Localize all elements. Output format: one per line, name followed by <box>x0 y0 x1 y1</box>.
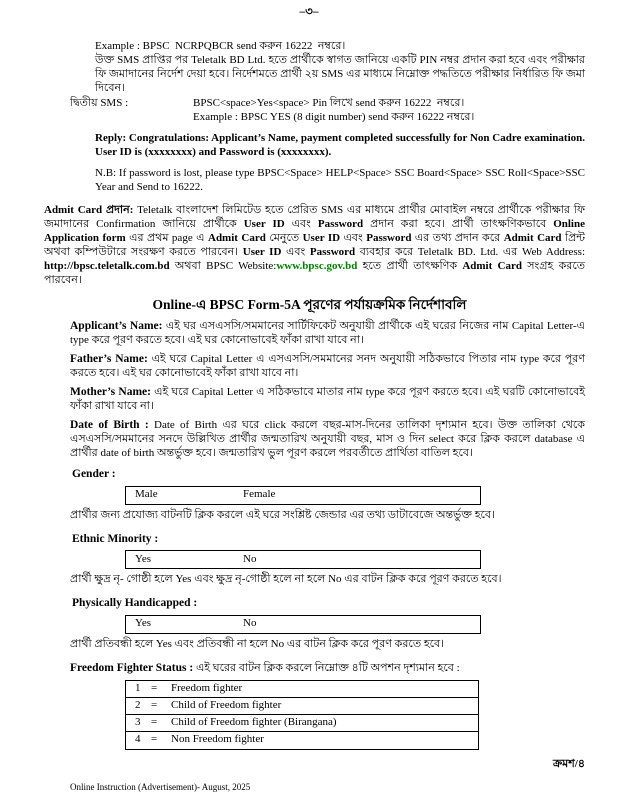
nb-paragraph: N.B: If password is lost, please type BPSC<Space> HELP<Space> SSC Board<Space> SSC Roll<Space>SSC Year and Send to 16222. <box>95 167 585 194</box>
table-row <box>126 732 478 749</box>
gender-option-male: Male <box>135 488 158 501</box>
applicant-name-label: Applicant’s Name: <box>70 320 163 333</box>
date-of-birth-text: Date of Birth এর ঘরে click করলে বছর-মাস-দিনের তালিকা দৃশ্যমান হবে। উক্ত তালিকা থেকে এসএসসি/সমমানের সনদে উল্লিখিত প্রার্থীর জন্মতারিখ অনুযায়ী বছর, মাস ও দিন select করে ক্লিক করলে database এ প্রার্থীর date of birth অন্তর্ভুক্ত হবে। জন্মতারিখ ভুল পূরণ করলে পরবর্তীতে প্রার্থিতা বাতিল হবে। <box>70 419 585 459</box>
text-run: মেনুতে <box>265 232 303 245</box>
admit-card-lead: Admit Card প্রদান: <box>44 204 134 217</box>
second-sms-format: BPSC<space>Yes<space> Pin লিখে send করুন 16222 নম্বরে। <box>193 97 465 110</box>
admit-card-text: Admit Card <box>503 232 562 245</box>
user-id-text: User ID <box>243 218 285 231</box>
gender-field-block <box>70 467 585 523</box>
text-run: Teletalk বাংলাদেশ লিমিটেড হতে প্রেরিত SMS এর মাধ্যমে প্রার্থীর মোবাইল নম্বরে প্রার্থীকে পরীক্ষার ফি জমাদানের Confirmation জানিয়ে প্রার্থীকে <box>44 204 585 231</box>
text-run: এবং <box>284 218 318 231</box>
ethnic-option-no: No <box>243 552 257 565</box>
admit-card-paragraph <box>44 204 585 288</box>
equals-sign: = <box>151 698 158 711</box>
bpsc-website-link[interactable]: www.bpsc.gov.bd <box>276 260 358 273</box>
option-number: 3 <box>135 715 141 728</box>
page-number: –৩– <box>299 6 319 18</box>
text-run: হতে প্রার্থী তাৎক্ষণিক <box>357 260 463 273</box>
text-run: এর তথ্য প্রদান করে <box>411 232 504 245</box>
option-label: Child of Freedom fighter <box>171 698 282 711</box>
physically-handicapped-label: Physically Handicapped : <box>72 597 198 610</box>
second-sms-lines <box>193 97 585 125</box>
date-of-birth-label: Date of Birth : <box>70 419 149 432</box>
instruction-father-name <box>70 352 585 381</box>
freedom-fighter-options-table <box>125 680 479 750</box>
physically-handicapped-field-block <box>70 596 585 652</box>
password-text: Password <box>309 246 356 259</box>
text-run: প্রিন্ট অথবা কম্পিউটারে সংরক্ষণ করতে পারবেন। <box>44 232 586 259</box>
mother-name-label: Mother’s Name: <box>70 386 151 399</box>
section-heading: Online-এ BPSC Form-5A পূরণের পর্যায়ক্রমিক নির্দেশাবলি <box>152 297 467 313</box>
sms-pin-paragraph: উক্ত SMS প্রাপ্তির পর Teletalk BD Ltd. হতে প্রার্থীকে স্বাগত জানিয়ে একটি PIN নম্বর প্রদান করা হবে এবং পরীক্ষার ফি জমাদানের নির্দেশ দেয়া হবে। নির্দেশমতে প্রার্থী ২য় SMS এর মাধ্যমে নিম্নোক্ত পদ্ধতিতে পরীক্ষার নির্ধারিত ফি জমা দিবেন। <box>95 53 585 94</box>
physically-handicapped-caption: প্রার্থী প্রতিবন্ধী হলে Yes এবং প্রতিবন্ধী না হলে No এর বাটন ক্লিক করে পূরণ করতে হবে। <box>70 637 445 650</box>
ethnic-minority-label: Ethnic Minority : <box>72 532 159 545</box>
text-run: প্রদান করা হবে। প্রার্থী তাৎক্ষণিকভাবে <box>363 218 554 231</box>
option-label: Freedom fighter <box>171 681 243 694</box>
reply-paragraph <box>95 132 585 160</box>
ethnic-minority-caption: প্রার্থী ক্ষুদ্র নৃ- গোষ্ঠী হলে Yes এবং ক্ষুদ্র নৃ-গোষ্ঠী হলে না হলে No এর বাটন ক্লিক করে পূরণ করতে হবে। <box>70 573 502 586</box>
gender-options-box <box>125 486 481 505</box>
first-sms-block <box>95 40 585 96</box>
option-number: 4 <box>135 733 141 746</box>
text-run: ব্যবহার করে Teletalk BD. Ltd. এর Web Address: <box>355 246 586 259</box>
father-name-label: Father’s Name: <box>70 353 148 366</box>
freedom-fighter-paragraph <box>70 661 585 676</box>
text-run: সংগ্রহ করতে পারবেন। <box>44 260 585 287</box>
user-id-text: User ID <box>302 232 341 245</box>
father-name-text: এই ঘরে Capital Letter এ এসএসসি/সমমানের সনদ অনুযায়ী সঠিকভাবে পিতার নাম type করে পূরণ করতে হবে। এই ঘর কোনোভাবেই ফাঁকা রাখা যাবে না। <box>70 353 585 380</box>
gender-caption: প্রার্থীর জন্য প্রযোজ্য বাটনটি ক্লিক করলে এই ঘরে সংশ্লিষ্ট জেন্ডার এর তথ্য ডাটাবেজে অন্তর্ভুক্ত হবে। <box>70 508 495 521</box>
admit-card-text: Admit Card <box>208 232 266 245</box>
text-run: অথবা BPSC Website: <box>169 260 277 273</box>
option-label: Child of Freedom fighter (Birangana) <box>171 715 337 728</box>
ethnic-option-yes: Yes <box>135 552 152 565</box>
gender-label: Gender : <box>72 467 116 480</box>
handicapped-option-no: No <box>243 617 257 630</box>
footer-document-title: Online Instruction (Advertisement)- August, 2025 <box>70 781 251 792</box>
text-run: এর প্রথম page এ <box>125 232 208 245</box>
freedom-fighter-text: এই ঘরের বাটন ক্লিক করলে নিম্নোক্ত ৪টি অপশন দৃশ্যমান হবে : <box>193 661 460 674</box>
mother-name-text: এই ঘরে Capital Letter এ সঠিকভাবে মাতার নাম type করে পূরণ করতে হবে। এই ঘরটি কোনোভাবেই ফাঁকা রাখা যাবে না। <box>70 386 585 413</box>
instruction-date-of-birth <box>70 418 585 461</box>
table-row <box>126 698 478 715</box>
page-content <box>0 20 618 750</box>
equals-sign: = <box>151 733 158 746</box>
equals-sign: = <box>151 715 158 728</box>
sms-example-line: Example : BPSC NCRPQBCR send করুন 16222 নম্বরে। <box>95 39 346 52</box>
user-id-text: User ID <box>242 246 282 259</box>
physically-handicapped-options-box <box>125 615 481 634</box>
teletalk-url-link[interactable]: http://bpsc.teletalk.com.bd <box>44 260 170 273</box>
option-number: 2 <box>135 698 141 711</box>
option-label: Non Freedom fighter <box>171 733 264 746</box>
reply-label: Reply: <box>95 132 127 145</box>
second-sms-label: দ্বিতীয় SMS : <box>70 97 129 110</box>
ethnic-minority-field-block <box>70 532 585 588</box>
online-application-form-text: Online Application form <box>44 218 585 245</box>
table-row <box>126 681 478 698</box>
second-sms-example: Example : BPSC YES (8 digit number) send করুন 16222 নম্বরে। <box>193 111 475 124</box>
instruction-applicant-name <box>70 319 585 348</box>
instruction-mother-name <box>70 385 585 414</box>
table-row <box>126 715 478 732</box>
reply-text: Congratulations: Applicant’s Name, payment completed successfully for Non Cadre examination. User ID is (xxxxxxxx) and Password is (xxxxxxxx). <box>95 132 585 159</box>
applicant-name-text: এই ঘর এসএসসি/সমমানের সার্টিফিকেট অনুযায়ী প্রার্থীকে এই ঘরের নিজের নাম Capital Letter-এ type করে পূরণ করতে হবে। এই ঘর কোনোভাবেই ফাঁকা রাখা যাবে না। <box>70 320 585 347</box>
second-sms-block <box>70 97 585 125</box>
equals-sign: = <box>151 681 158 694</box>
freedom-fighter-label: Freedom Fighter Status : <box>70 661 194 674</box>
handicapped-option-yes: Yes <box>135 617 152 630</box>
text-run: এবং <box>281 246 310 259</box>
password-text: Password <box>366 232 412 245</box>
text-run: এবং <box>340 232 367 245</box>
ethnic-minority-options-box <box>125 550 481 569</box>
gender-option-female: Female <box>243 488 276 501</box>
password-text: Password <box>317 218 364 231</box>
footer-continued-marker: ক্রমশ/৪ <box>552 758 585 771</box>
option-number: 1 <box>135 681 141 694</box>
admit-card-text: Admit Card <box>462 260 522 273</box>
